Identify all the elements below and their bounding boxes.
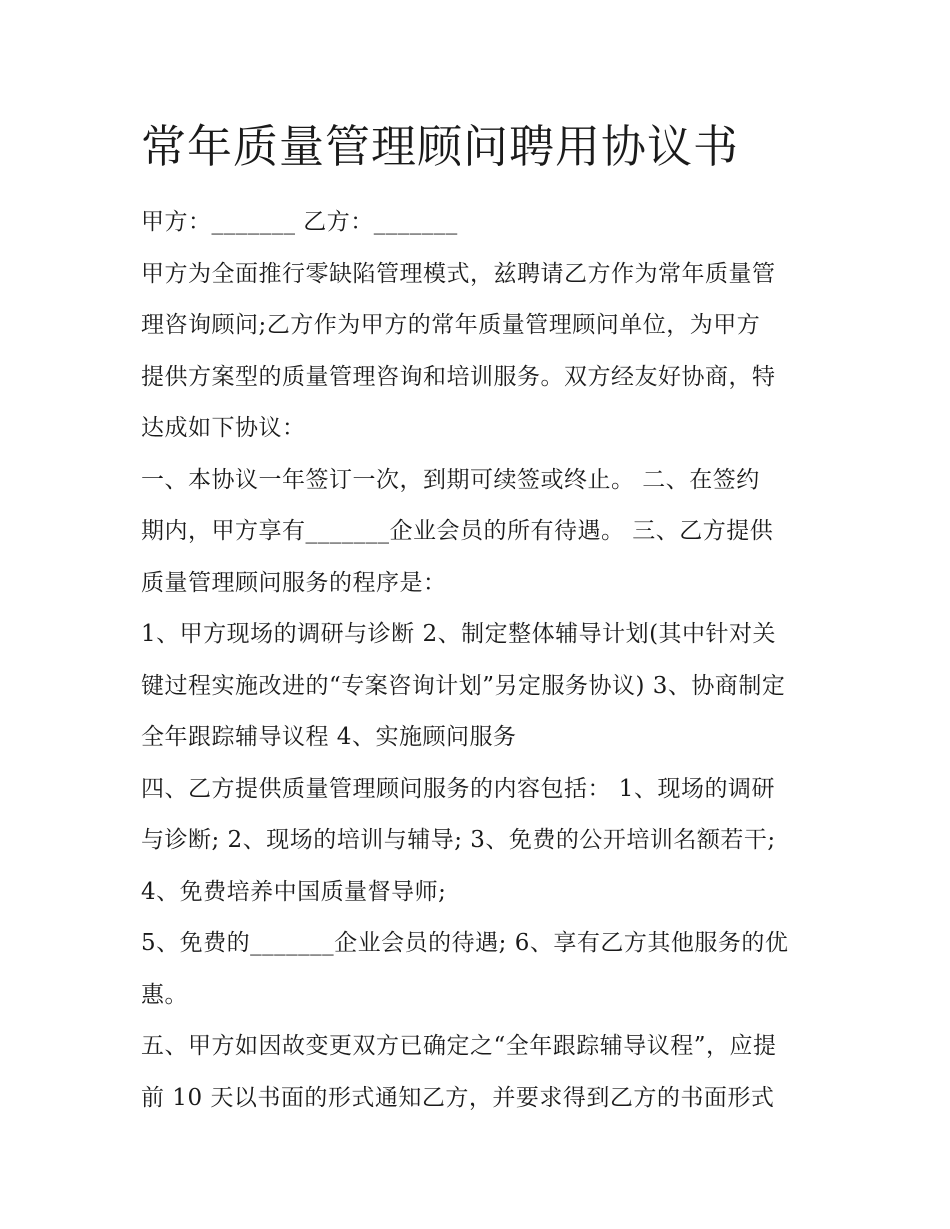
paragraph-line: 期内，甲方享有_______企业会员的所有待遇。 三、乙方提供 bbox=[141, 518, 774, 544]
paragraph-line: 四、乙方提供质量管理顾问服务的内容包括： 1、现场的调研 bbox=[141, 775, 775, 802]
paragraph-line: 惠。 bbox=[141, 981, 188, 1008]
paragraph-line: 一、本协议一年签订一次，到期可续签或终止。 二、在签约 bbox=[141, 466, 760, 493]
paragraph-line: 达成如下协议： bbox=[141, 415, 306, 441]
paragraph-line: 5、免费的_______企业会员的待遇; 6、享有乙方其他服务的优 bbox=[141, 930, 789, 956]
paragraph-line: 甲方为全面推行零缺陷管理模式，兹聘请乙方作为常年质量管 bbox=[141, 260, 776, 287]
paragraph-line: 质量管理顾问服务的程序是： bbox=[141, 569, 447, 596]
paragraph-line: 理咨询顾问;乙方作为甲方的常年质量管理顾问单位，为甲方 bbox=[141, 312, 761, 338]
paragraph-line: 1、甲方现场的调研与诊断 2、制定整体辅导计划(其中针对关 bbox=[141, 621, 777, 647]
paragraph-line: 4、免费培养中国质量督导师; bbox=[141, 878, 447, 905]
document-title: 常年质量管理顾问聘用协议书 bbox=[141, 120, 740, 173]
paragraph-line: 与诊断; 2、现场的培训与辅导; 3、免费的公开培训名额若干; bbox=[141, 827, 776, 853]
paragraph-line: 键过程实施改进的“专案咨询计划”另定服务协议) 3、协商制定 bbox=[141, 672, 786, 699]
paragraph-line: 全年跟踪辅导议程 4、实施顾问服务 bbox=[141, 724, 517, 750]
paragraph-line: 提供方案型的质量管理咨询和培训服务。双方经友好协商，特 bbox=[141, 363, 776, 390]
paragraph-line: 前 10 天以书面的形式通知乙方，并要求得到乙方的书面形式 bbox=[141, 1084, 775, 1111]
document-body bbox=[141, 197, 816, 1124]
parties-line: 甲方：_______ 乙方：_______ bbox=[141, 209, 458, 235]
paragraph-line: 五、甲方如因故变更双方已确定之“全年跟踪辅导议程”，应提 bbox=[141, 1033, 777, 1059]
